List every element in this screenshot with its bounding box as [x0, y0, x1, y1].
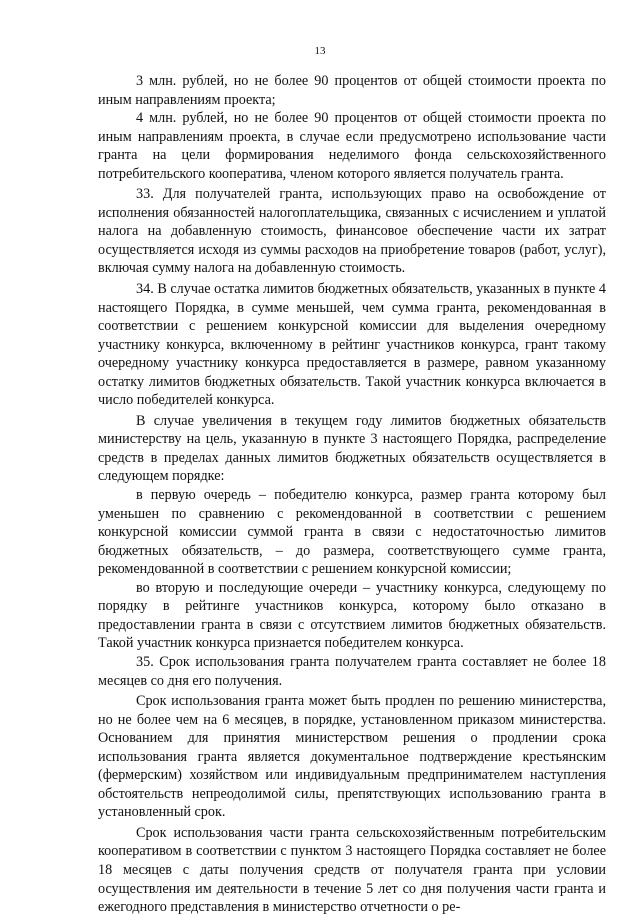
paragraph-extension: Срок использования гранта может быть продлен по решению министерства, но не более чем на 6 месяцев, в порядке, установленном приказом министерства. Основанием для принятия министерством решения о продлении срока использования гранта является документальное подтверждение крестьянским (фермерским) хозяйством или индивидуальным предпринимателем наступления обстоятельств непреодолимой силы, препятствующих использованию гранта в установленный срок.: [98, 693, 606, 821]
paragraph-second-priority: во вторую и последующие очереди – участнику конкурса, следующему по порядку в рейтинге участников конкурса, которому было отказано в предоставлении гранта в связи с отсутствием лимитов бюджетных обязательств. Такой участник конкурса признается победителем конкурса.: [98, 579, 606, 652]
paragraph-first-priority: в первую очередь – победителю конкурса, размер гранта которому был уменьшен по сравнению с рекомендованной в соответствии с решением конкурсной комиссии суммой гранта в связи с недостаточностью лимитов бюджетных обязательств, – до размера, соответствующего сумме гранта, рекомендованной в соответствии с решением конкурсной комиссии;: [98, 487, 606, 578]
paragraph-cooperative-term: Срок использования части гранта сельскохозяйственным потребительским кооперативом в соответствии с пунктом 3 настоящего Порядка составляет не более 18 месяцев с даты получения средств от получателя гранта при условии осуществления им деятельности в течение 5 лет со дня получения части гранта и ежегодного представления в министерство отчетности о ре-: [98, 824, 606, 916]
paragraph-limits-increase: В случае увеличения в текущем году лимитов бюджетных обязательств министерству на цель, указанную в пункте 3 настоящего Порядка, распределение средств в пределах данных лимитов бюджетных обязательств осуществляется в следующем порядке:: [98, 412, 606, 485]
page-number: 13: [314, 45, 326, 57]
paragraph-clause-34: 34. В случае остатка лимитов бюджетных обязательств, указанных в пункте 4 настоящего Порядка, в сумме меньшей, чем сумма гранта, рекомендованная в соответствии с решением конкурсной комиссии для выделения очередному участнику конкурса, включенному в рейтинг участников конкурса, грант такому очередному участнику конкурса предоставляется в размере, равном указанному остатку лимитов бюджетных обязательств. Такой участник конкурса включается в число победителей конкурса.: [98, 281, 606, 409]
paragraph-clause-35: 35. Срок использования гранта получателем гранта составляет не более 18 месяцев со дня его получения.: [98, 653, 606, 689]
document-body: [98, 72, 606, 917]
paragraph-grant-4mln: 4 млн. рублей, но не более 90 процентов от общей стоимости проекта по иным направлениям проекта, в случае если предусмотрено использование части гранта на цели формирования неделимого фонда сельскохозяйственного потребительского кооператива, членом которого является получатель гранта.: [98, 110, 606, 182]
paragraph-grant-3mln: 3 млн. рублей, но не более 90 процентов от общей стоимости проекта по иным направлениям проекта;: [98, 73, 606, 108]
paragraph-clause-33: 33. Для получателей гранта, использующих право на освобождение от исполнения обязанностей налогоплательщика, связанных с исчислением и уплатой налога на добавленную стоимость, финансовое обеспечение части их затрат осуществляется исходя из суммы расходов на приобретение товаров (работ, услуг), включая сумму налога на добавленную стоимость.: [98, 186, 606, 277]
